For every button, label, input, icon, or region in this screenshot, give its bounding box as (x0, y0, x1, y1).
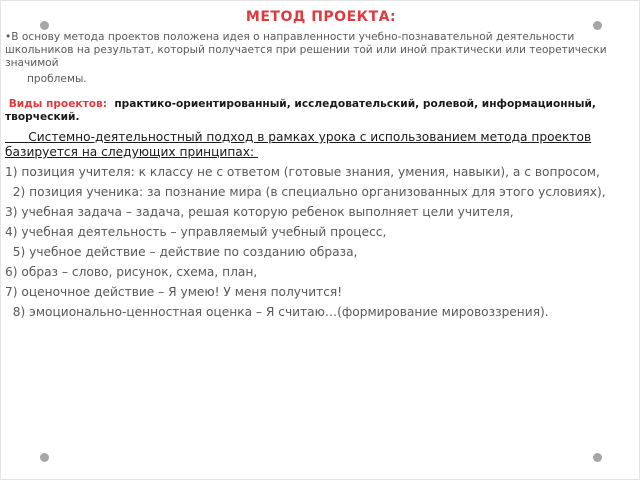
principle-item-text: 5) учебное действие – действие по созданию образа, (12, 245, 358, 259)
principle-item: 3) учебная задача – задача, решая которую ребенок выполняет цели учителя, (5, 205, 514, 219)
principle-item: 7) оценочное действие – Я умею! У меня получится! (5, 285, 343, 299)
principle-item-text: 2) позиция ученика: за познание мира (в специально организованных для этого условиях), (12, 185, 606, 199)
corner-dot-bottom-left (40, 453, 49, 462)
principle-item (5, 304, 609, 320)
principle-item: 4) учебная деятельность – управляемый учебный процесс, (5, 225, 387, 239)
principle-item: 1) позиция учителя: к классу не с ответом (готовые знания, умения, навыки), а с вопросом, (5, 165, 600, 179)
principle-item (5, 244, 609, 260)
system-approach-sentence: Системно-деятельностный подход в рамках урока с использованием метода проектов базируется на следующих принципах: (5, 130, 592, 159)
corner-dot-bottom-right (593, 453, 602, 462)
project-types-label: Виды проектов: (8, 98, 107, 110)
intro-paragraph: •В основу метода проектов положена идея о направленности учебно-познавательной деятельности школьников на результат, который получается при решении той или иной практически или теоретически значимой (5, 31, 607, 69)
system-approach-text (5, 130, 609, 160)
intro-continuation: проблемы. (27, 73, 87, 85)
slide-title: МЕТОД ПРОЕКТА: (245, 9, 397, 25)
project-types (5, 98, 609, 124)
project-types-text: практико-ориентированный, исследовательский, ролевой, информационный, творческий. (5, 98, 596, 123)
slide-body (5, 31, 609, 320)
principle-item-text: 8) эмоционально-ценностная оценка – Я считаю…(формирование мировоззрения). (12, 305, 549, 319)
principle-item: 6) образ – слово, рисунок, схема, план, (5, 265, 258, 279)
principle-item (5, 184, 609, 200)
